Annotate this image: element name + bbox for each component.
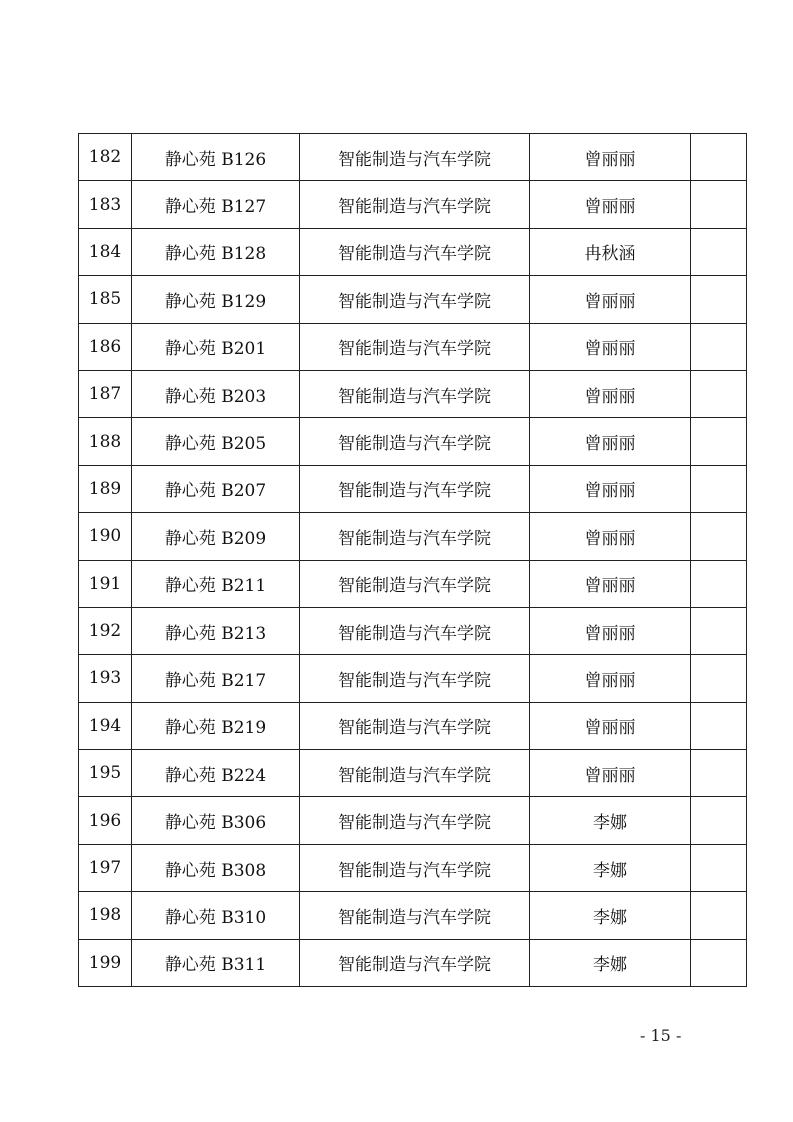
person-cell: 曾丽丽 xyxy=(530,181,691,228)
table-row xyxy=(79,797,747,844)
note-cell xyxy=(691,465,747,512)
college-cell: 智能制造与汽车学院 xyxy=(300,465,530,512)
row-number-cell: 189 xyxy=(79,465,132,512)
room-cell: 静心苑 B308 xyxy=(132,844,300,891)
room-cell: 静心苑 B310 xyxy=(132,892,300,939)
person-cell: 李娜 xyxy=(530,844,691,891)
room-cell: 静心苑 B311 xyxy=(132,939,300,986)
row-number-cell: 187 xyxy=(79,370,132,417)
college-cell: 智能制造与汽车学院 xyxy=(300,370,530,417)
person-cell: 曾丽丽 xyxy=(530,655,691,702)
note-cell xyxy=(691,750,747,797)
person-cell: 曾丽丽 xyxy=(530,323,691,370)
room-cell: 静心苑 B128 xyxy=(132,228,300,275)
room-cell: 静心苑 B201 xyxy=(132,323,300,370)
person-cell: 曾丽丽 xyxy=(530,560,691,607)
table-row xyxy=(79,323,747,370)
person-cell: 曾丽丽 xyxy=(530,750,691,797)
room-cell: 静心苑 B217 xyxy=(132,655,300,702)
page-number: - 15 - xyxy=(640,1026,682,1045)
dormitory-table-body xyxy=(79,134,747,987)
college-cell: 智能制造与汽车学院 xyxy=(300,513,530,560)
table-row xyxy=(79,607,747,654)
row-number-cell: 182 xyxy=(79,134,132,181)
note-cell xyxy=(691,892,747,939)
row-number-cell: 186 xyxy=(79,323,132,370)
person-cell: 曾丽丽 xyxy=(530,607,691,654)
row-number-cell: 196 xyxy=(79,797,132,844)
person-cell: 李娜 xyxy=(530,892,691,939)
note-cell xyxy=(691,323,747,370)
table-row xyxy=(79,844,747,891)
person-cell: 曾丽丽 xyxy=(530,418,691,465)
college-cell: 智能制造与汽车学院 xyxy=(300,181,530,228)
row-number-cell: 195 xyxy=(79,750,132,797)
college-cell: 智能制造与汽车学院 xyxy=(300,276,530,323)
note-cell xyxy=(691,418,747,465)
note-cell xyxy=(691,181,747,228)
college-cell: 智能制造与汽车学院 xyxy=(300,750,530,797)
college-cell: 智能制造与汽车学院 xyxy=(300,228,530,275)
person-cell: 李娜 xyxy=(530,797,691,844)
table-row xyxy=(79,228,747,275)
row-number-cell: 198 xyxy=(79,892,132,939)
room-cell: 静心苑 B209 xyxy=(132,513,300,560)
note-cell xyxy=(691,607,747,654)
row-number-cell: 185 xyxy=(79,276,132,323)
college-cell: 智能制造与汽车学院 xyxy=(300,702,530,749)
table-row xyxy=(79,181,747,228)
room-cell: 静心苑 B129 xyxy=(132,276,300,323)
college-cell: 智能制造与汽车学院 xyxy=(300,607,530,654)
college-cell: 智能制造与汽车学院 xyxy=(300,892,530,939)
row-number-cell: 192 xyxy=(79,607,132,654)
table-row xyxy=(79,370,747,417)
note-cell xyxy=(691,513,747,560)
note-cell xyxy=(691,797,747,844)
table-row xyxy=(79,560,747,607)
table-row xyxy=(79,465,747,512)
table-row xyxy=(79,892,747,939)
row-number-cell: 199 xyxy=(79,939,132,986)
person-cell: 曾丽丽 xyxy=(530,513,691,560)
row-number-cell: 190 xyxy=(79,513,132,560)
row-number-cell: 188 xyxy=(79,418,132,465)
note-cell xyxy=(691,228,747,275)
table-row xyxy=(79,655,747,702)
table-row xyxy=(79,134,747,181)
room-cell: 静心苑 B126 xyxy=(132,134,300,181)
note-cell xyxy=(691,560,747,607)
room-cell: 静心苑 B203 xyxy=(132,370,300,417)
college-cell: 智能制造与汽车学院 xyxy=(300,323,530,370)
row-number-cell: 194 xyxy=(79,702,132,749)
table-row xyxy=(79,276,747,323)
dormitory-table xyxy=(78,133,747,987)
note-cell xyxy=(691,844,747,891)
college-cell: 智能制造与汽车学院 xyxy=(300,844,530,891)
table-row xyxy=(79,750,747,797)
person-cell: 李娜 xyxy=(530,939,691,986)
table-row xyxy=(79,513,747,560)
room-cell: 静心苑 B219 xyxy=(132,702,300,749)
room-cell: 静心苑 B306 xyxy=(132,797,300,844)
room-cell: 静心苑 B127 xyxy=(132,181,300,228)
room-cell: 静心苑 B205 xyxy=(132,418,300,465)
row-number-cell: 183 xyxy=(79,181,132,228)
college-cell: 智能制造与汽车学院 xyxy=(300,655,530,702)
table-row xyxy=(79,702,747,749)
row-number-cell: 193 xyxy=(79,655,132,702)
person-cell: 曾丽丽 xyxy=(530,465,691,512)
room-cell: 静心苑 B207 xyxy=(132,465,300,512)
row-number-cell: 191 xyxy=(79,560,132,607)
college-cell: 智能制造与汽车学院 xyxy=(300,418,530,465)
table-row xyxy=(79,418,747,465)
room-cell: 静心苑 B213 xyxy=(132,607,300,654)
row-number-cell: 197 xyxy=(79,844,132,891)
college-cell: 智能制造与汽车学院 xyxy=(300,560,530,607)
person-cell: 曾丽丽 xyxy=(530,370,691,417)
person-cell: 曾丽丽 xyxy=(530,276,691,323)
college-cell: 智能制造与汽车学院 xyxy=(300,797,530,844)
note-cell xyxy=(691,939,747,986)
person-cell: 曾丽丽 xyxy=(530,702,691,749)
college-cell: 智能制造与汽车学院 xyxy=(300,134,530,181)
table-row xyxy=(79,939,747,986)
row-number-cell: 184 xyxy=(79,228,132,275)
room-cell: 静心苑 B224 xyxy=(132,750,300,797)
note-cell xyxy=(691,134,747,181)
note-cell xyxy=(691,370,747,417)
college-cell: 智能制造与汽车学院 xyxy=(300,939,530,986)
note-cell xyxy=(691,655,747,702)
room-cell: 静心苑 B211 xyxy=(132,560,300,607)
person-cell: 冉秋涵 xyxy=(530,228,691,275)
note-cell xyxy=(691,276,747,323)
person-cell: 曾丽丽 xyxy=(530,134,691,181)
note-cell xyxy=(691,702,747,749)
